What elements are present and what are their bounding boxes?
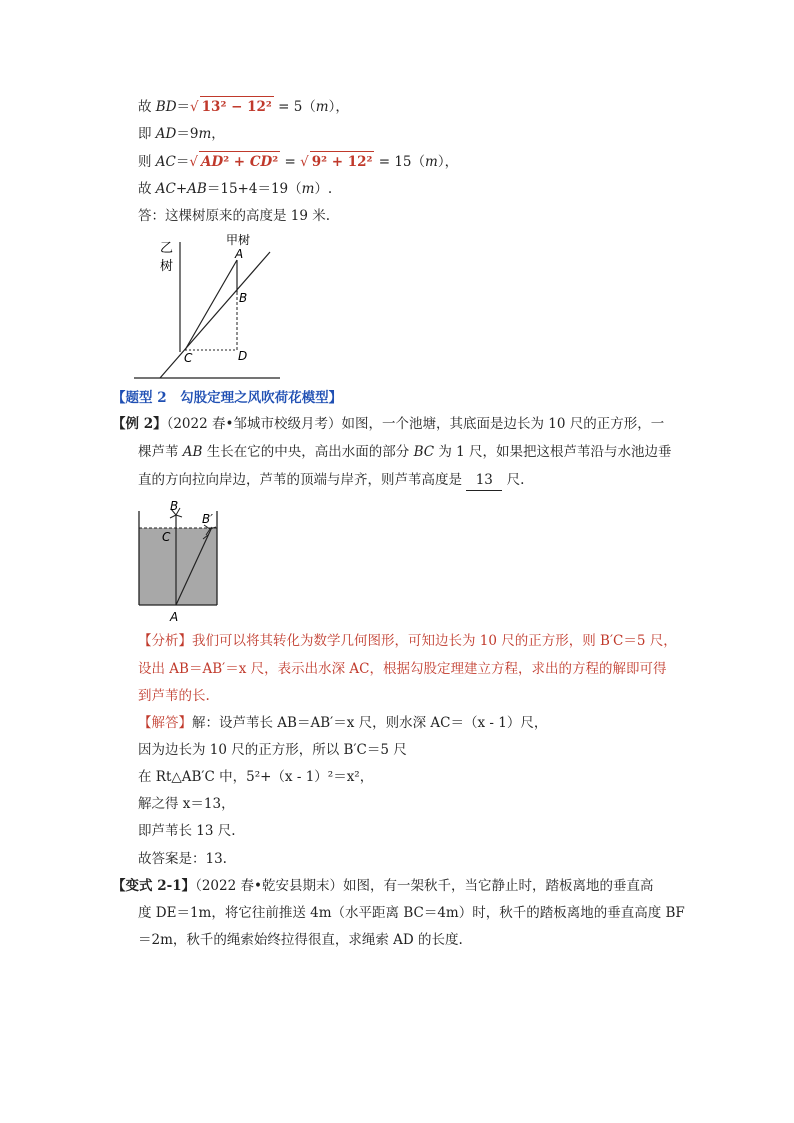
example2-line3: 直的方向拉向岸边，芦苇的顶端与岸齐，则芦苇高度是 13 尺. bbox=[138, 470, 524, 491]
point-b: B bbox=[239, 291, 248, 305]
analysis-line3: 到芦苇的长. bbox=[138, 688, 210, 704]
answer-line1: 【解答】解：设芦苇长 AB＝AB′＝x 尺，则水深 AC＝（x - 1）尺， bbox=[138, 715, 548, 731]
label-shu: 树 bbox=[160, 259, 174, 274]
diagonal-ac bbox=[185, 260, 237, 350]
diagonal-long bbox=[160, 252, 270, 378]
answer-line4: 解之得 x＝13， bbox=[138, 796, 235, 812]
answer-line2: 因为边长为 10 尺的正方形，所以 B′C＝5 尺 bbox=[138, 742, 407, 758]
section-title: 【题型 2 勾股定理之风吹荷花模型】 bbox=[112, 390, 343, 406]
tree-figure bbox=[130, 232, 280, 382]
label-yi: 乙 bbox=[160, 241, 174, 256]
solution-line-bd: 故 BD＝√ 13² − 12² = 5（m）， bbox=[138, 96, 349, 117]
example2-line1: 【例 2】（2022 春•邹城市校级月考）如图，一个池塘，其底面是边长为 10 尺的正方形，一 bbox=[112, 416, 665, 432]
point-b: B bbox=[170, 499, 179, 513]
point-d: D bbox=[238, 349, 248, 363]
point-b-prime: B′ bbox=[202, 512, 213, 526]
analysis-line2: 设出 AB＝AB′＝x 尺，表示出水深 AC，根据勾股定理建立方程，求出的方程的解即可得 bbox=[138, 661, 667, 677]
example2-line2: 棵芦苇 AB 生长在它的中央，高出水面的部分 BC 为 1 尺，如果把这根芦苇沿与水池边垂 bbox=[138, 444, 672, 460]
answer-line5: 即芦苇长 13 尺. bbox=[138, 823, 236, 839]
analysis-line1: 【分析】我们可以将其转化为数学几何图形，可知边长为 10 尺的正方形，则 B′C＝5 尺， bbox=[138, 633, 677, 649]
solution-line-ad: 即 AD＝9m， bbox=[138, 126, 225, 142]
pond-figure bbox=[130, 497, 240, 625]
solution-line-ac: 则 AC＝√ AD² + CD² = √ 9² + 12² = 15（m）， bbox=[138, 151, 458, 172]
solution-answer: 答：这棵树原来的高度是 19 米. bbox=[138, 208, 331, 224]
variant-line2: 度 DE＝1m，将它往前推送 4m（水平距离 BC＝4m）时，秋千的踏板离地的垂直高度 BF bbox=[138, 905, 685, 921]
point-a: A bbox=[235, 247, 244, 261]
answer-line3: 在 Rt△AB′C 中，5²+（x - 1）²＝x²， bbox=[138, 769, 374, 785]
pond-water bbox=[139, 528, 217, 605]
variant-line3: ＝2m，秋千的绳索始终拉得很直，求绳索 AD 的长度. bbox=[138, 932, 463, 948]
point-c: C bbox=[184, 351, 193, 365]
solution-line-sum: 故 AC+AB＝15+4＝19（m）. bbox=[138, 181, 333, 197]
variant-line1: 【变式 2-1】（2022 春•乾安县期末）如图，有一架秋千，当它静止时，踏板离地的垂直高 bbox=[112, 878, 654, 894]
label-jia: 甲树 bbox=[226, 233, 251, 247]
example2-answer: 13 bbox=[466, 470, 502, 491]
point-a: A bbox=[170, 610, 179, 624]
point-c: C bbox=[162, 530, 171, 544]
answer-line6: 故答案是：13. bbox=[138, 851, 227, 867]
